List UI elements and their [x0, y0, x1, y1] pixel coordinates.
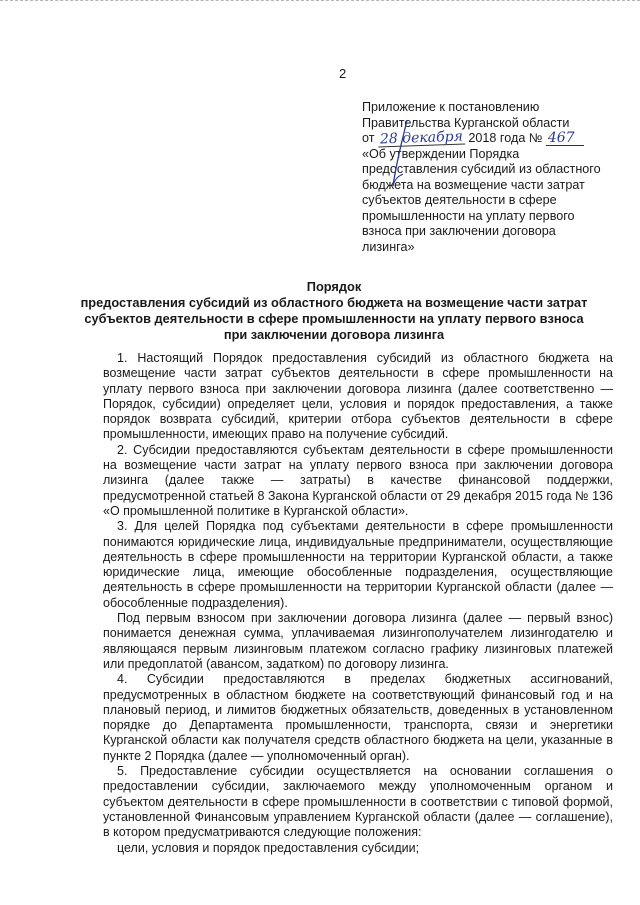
appendix-line: взноса при заключении договора — [362, 224, 556, 238]
appendix-line: субъектов деятельности в сфере — [362, 193, 557, 207]
appendix-line: промышленности на уплату первого — [362, 208, 575, 223]
appendix-date-line — [362, 128, 617, 148]
paragraph: 3. Для целей Порядка под субъектами деятельности в сфере промышленности понимаются юридические лица, индивидуальные предприниматели, осуществляющие деятельность в сфере промышленности на территории Курганской области, а также юридические лица, имеющие обособленные подразделения, осуществляющие деятельность в сфере промышленности на территории Курганской области (далее — обособленные подразделения). — [103, 519, 613, 610]
paragraph: 4. Субсидии предоставляются в пределах бюджетных ассигнований, предусмотренных в областном бюджете на соответствующий финансовый год и на плановый период, и лимитов бюджетных обязательств, доведенных в установленном порядке до Департамента промышленности, транспорта, связи и энергетики Курганской области как получателя средств областного бюджета на цели, указанные в пункте 2 Порядка (далее — уполномоченный орган). — [103, 672, 613, 763]
document-title — [74, 279, 594, 343]
handwritten-number: 467 — [546, 132, 584, 146]
appendix-line: Приложение к постановлению — [362, 100, 540, 114]
title-line: субъектов деятельности в сфере промышленности на уплату первого взноса — [84, 311, 584, 326]
title-line: Порядок — [306, 279, 362, 294]
title-line: при заключении договора лизинга — [223, 327, 445, 342]
appendix-line: бюджета на возмещение части затрат — [362, 177, 585, 192]
date-suffix: 2018 года № — [468, 131, 543, 145]
appendix-line: предоставления субсидий из областного — [362, 162, 601, 176]
paragraph: Под первым взносом при заключении договора лизинга (далее — первый взнос) понимается денежная сумма, уплачиваемая лизингополучателем лизингодателю и являющаяся первым лизинговым платежом согласно графику лизинговых платежей или предоплатой (авансом, задатком) по договору лизинга. — [103, 611, 613, 671]
paragraph: 5. Предоставление субсидии осуществляется на основании соглашения о предоставлении субсидии, заключаемого между уполномоченным органом и субъектом деятельности в сфере промышленности в соответствии с типовой формой, установленной Финансовым управлением Курганской области (далее — соглашение), в котором предусматриваются следующие положения: — [103, 764, 613, 840]
title-line: предоставления субсидий из областного бюджета на возмещение части затрат — [80, 295, 588, 310]
appendix-block — [362, 100, 617, 255]
appendix-line: «Об утверждении Порядка — [362, 146, 520, 161]
date-prefix: от — [362, 131, 375, 145]
appendix-line: Правительства Курганской области — [362, 115, 570, 130]
appendix-line: лизинга» — [362, 239, 415, 254]
handwritten-date: 28 декабря — [379, 128, 464, 148]
scan-edge — [0, 0, 640, 11]
document-body — [103, 351, 613, 856]
paragraph: цели, условия и порядок предоставления субсидии; — [117, 840, 420, 855]
page-number: 2 — [339, 66, 347, 81]
paragraph: 1. Настоящий Порядок предоставления субсидий из областного бюджета на возмещение части затрат субъектов деятельности в сфере промышленности на уплату первого взноса при заключении договора лизинга (далее соответственно — Порядок, субсидии) определяет цели, условия и порядок предоставления, а также порядок возврата субсидий, критерии отбора субъектов деятельности в сфере промышленности, имеющих право на получение субсидий. — [103, 351, 613, 442]
paragraph: 2. Субсидии предоставляются субъектам деятельности в сфере промышленности на возмещение части затрат на уплату первого взноса при заключении договора лизинга (далее также — затраты) в качестве финансовой поддержки, предусмотренной статьей 8 Закона Курганской области от 29 декабря 2015 года № 136 «О промышленной политике в Курганской области». — [103, 442, 613, 518]
